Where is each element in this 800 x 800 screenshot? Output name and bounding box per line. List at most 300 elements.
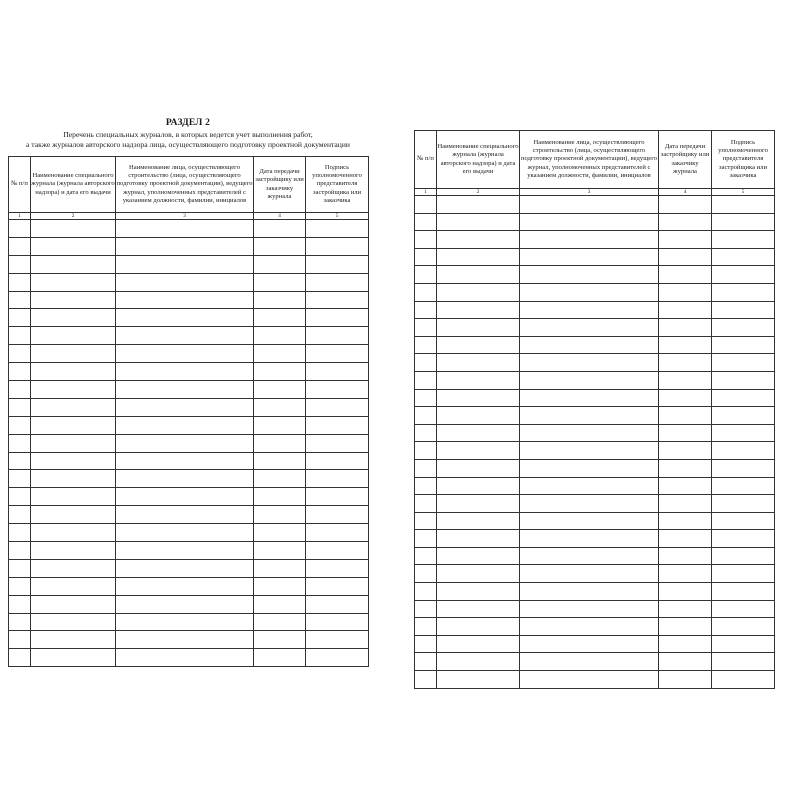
table-cell xyxy=(31,434,116,452)
table-row xyxy=(415,196,775,214)
table-cell xyxy=(254,237,306,255)
table-row xyxy=(9,434,369,452)
table-cell xyxy=(116,345,254,363)
table-cell xyxy=(254,595,306,613)
table-cell xyxy=(520,424,659,442)
table-row xyxy=(415,442,775,460)
table-cell xyxy=(31,273,116,291)
table-row xyxy=(9,488,369,506)
table-cell xyxy=(659,301,712,319)
header-cell-responsible-person: Наименование лица, осуществляющего строительство (лица, осуществляющего подготовку проектной документации), ведущего журнал, уполномоченных представителей с указанием должности, фамилии, инициалов xyxy=(116,157,254,213)
header-cell-journal-name: Наименование специального журнала (журнала авторского надзора) и дата его выдачи xyxy=(31,157,116,213)
table-cell xyxy=(712,319,775,337)
column-numbers-row xyxy=(415,189,775,196)
table-cell xyxy=(31,381,116,399)
table-row xyxy=(9,542,369,560)
table-cell xyxy=(254,524,306,542)
table-row xyxy=(9,559,369,577)
table-cell xyxy=(659,442,712,460)
table-row xyxy=(415,424,775,442)
table-row xyxy=(9,345,369,363)
table-cell xyxy=(437,635,520,653)
table-cell xyxy=(415,231,437,249)
table-cell xyxy=(9,631,31,649)
table-row xyxy=(415,565,775,583)
table-cell xyxy=(437,196,520,214)
table-cell xyxy=(306,237,369,255)
table-cell xyxy=(520,196,659,214)
table-row xyxy=(415,653,775,671)
table-cell xyxy=(712,231,775,249)
table-cell xyxy=(306,273,369,291)
table-cell xyxy=(9,327,31,345)
header-cell-responsible-person: Наименование лица, осуществляющего строительство (лица, осуществляющего подготовку проектной документации), ведущего журнал, уполномоченных представителей с указанием должности, фамилии, инициалов xyxy=(520,131,659,189)
table-row xyxy=(415,477,775,495)
table-cell xyxy=(437,671,520,689)
table-row xyxy=(415,283,775,301)
table-cell xyxy=(415,547,437,565)
table-cell xyxy=(31,291,116,309)
table-cell xyxy=(415,319,437,337)
table-cell xyxy=(31,506,116,524)
table-cell xyxy=(31,559,116,577)
table-cell xyxy=(254,363,306,381)
table-header-row xyxy=(415,131,775,189)
table-cell xyxy=(9,488,31,506)
table-cell xyxy=(306,542,369,560)
table-cell xyxy=(437,371,520,389)
table-row xyxy=(415,354,775,372)
table-row xyxy=(415,618,775,636)
table-cell xyxy=(712,583,775,601)
table-cell xyxy=(116,416,254,434)
table-row xyxy=(9,649,369,667)
table-cell xyxy=(116,220,254,238)
table-cell xyxy=(116,363,254,381)
table-cell xyxy=(520,512,659,530)
table-cell xyxy=(415,653,437,671)
table-cell xyxy=(116,559,254,577)
column-number: 4 xyxy=(659,189,712,196)
table-row xyxy=(9,381,369,399)
table-cell xyxy=(31,577,116,595)
table-cell xyxy=(712,635,775,653)
table-cell xyxy=(116,577,254,595)
table-cell xyxy=(659,459,712,477)
table-cell xyxy=(415,671,437,689)
page-right xyxy=(414,130,774,668)
table-row xyxy=(9,452,369,470)
table-cell xyxy=(437,301,520,319)
table-cell xyxy=(9,577,31,595)
column-number: 2 xyxy=(437,189,520,196)
table-cell xyxy=(712,442,775,460)
table-row xyxy=(9,577,369,595)
table-cell xyxy=(659,671,712,689)
table-row xyxy=(9,237,369,255)
table-cell xyxy=(415,583,437,601)
table-cell xyxy=(31,220,116,238)
table-cell xyxy=(712,301,775,319)
table-cell xyxy=(520,248,659,266)
table-cell xyxy=(415,301,437,319)
table-cell xyxy=(712,407,775,425)
table-cell xyxy=(415,424,437,442)
table-cell xyxy=(306,398,369,416)
column-numbers-row xyxy=(9,213,369,220)
table-row xyxy=(9,631,369,649)
table-cell xyxy=(116,649,254,667)
table-cell xyxy=(254,416,306,434)
table-cell xyxy=(437,283,520,301)
table-cell xyxy=(415,266,437,284)
table-cell xyxy=(9,291,31,309)
table-cell xyxy=(9,398,31,416)
table-row xyxy=(415,389,775,407)
table-row xyxy=(415,600,775,618)
table-cell xyxy=(437,389,520,407)
table-cell xyxy=(254,398,306,416)
column-number: 1 xyxy=(9,213,31,220)
header-cell-transfer-date: Дата передачи застройщику или заказчику журнала xyxy=(254,157,306,213)
header-cell-signature: Подпись уполномоченного представителя застройщика или заказчика xyxy=(306,157,369,213)
table-cell xyxy=(31,649,116,667)
table-cell xyxy=(659,477,712,495)
table-cell xyxy=(712,336,775,354)
table-cell xyxy=(9,416,31,434)
table-cell xyxy=(659,512,712,530)
table-cell xyxy=(306,488,369,506)
table-cell xyxy=(437,459,520,477)
table-cell xyxy=(437,319,520,337)
table-cell xyxy=(254,273,306,291)
table-cell xyxy=(437,266,520,284)
table-cell xyxy=(254,649,306,667)
table-row xyxy=(9,255,369,273)
table-cell xyxy=(437,407,520,425)
header-cell-transfer-date: Дата передачи застройщику или заказчику журнала xyxy=(659,131,712,189)
table-cell xyxy=(520,442,659,460)
table-cell xyxy=(520,547,659,565)
table-cell xyxy=(306,255,369,273)
table-cell xyxy=(437,354,520,372)
table-row xyxy=(9,363,369,381)
table-cell xyxy=(415,477,437,495)
table-cell xyxy=(659,231,712,249)
table-cell xyxy=(31,237,116,255)
column-number: 5 xyxy=(306,213,369,220)
table-cell xyxy=(306,327,369,345)
table-cell xyxy=(437,213,520,231)
table-cell xyxy=(437,477,520,495)
table-cell xyxy=(520,583,659,601)
table-cell xyxy=(306,470,369,488)
table-cell xyxy=(9,524,31,542)
table-row xyxy=(9,327,369,345)
header-cell-number: № п/п xyxy=(9,157,31,213)
column-number: 4 xyxy=(254,213,306,220)
column-number: 3 xyxy=(116,213,254,220)
column-number: 2 xyxy=(31,213,116,220)
table-cell xyxy=(415,512,437,530)
column-number: 3 xyxy=(520,189,659,196)
table-cell xyxy=(437,512,520,530)
table-cell xyxy=(306,381,369,399)
table-cell xyxy=(9,470,31,488)
table-cell xyxy=(9,559,31,577)
table-row xyxy=(9,506,369,524)
table-cell xyxy=(31,542,116,560)
table-row xyxy=(9,291,369,309)
table-cell xyxy=(415,635,437,653)
table-row xyxy=(415,231,775,249)
table-cell xyxy=(712,248,775,266)
table-cell xyxy=(659,283,712,301)
table-row xyxy=(415,459,775,477)
table-cell xyxy=(306,559,369,577)
table-cell xyxy=(415,336,437,354)
table-cell xyxy=(116,524,254,542)
table-cell xyxy=(437,442,520,460)
table-cell xyxy=(31,345,116,363)
table-cell xyxy=(116,381,254,399)
table-cell xyxy=(659,389,712,407)
table-cell xyxy=(712,283,775,301)
table-row xyxy=(415,371,775,389)
page-left xyxy=(8,118,368,653)
table-cell xyxy=(306,631,369,649)
table-cell xyxy=(9,452,31,470)
table-cell xyxy=(9,255,31,273)
table-cell xyxy=(116,542,254,560)
table-cell xyxy=(520,565,659,583)
section-description-line-1: Перечень специальных журналов, в которых ведется учет выполнения работ, xyxy=(63,130,313,139)
table-cell xyxy=(31,488,116,506)
header-cell-number: № п/п xyxy=(415,131,437,189)
table-cell xyxy=(659,354,712,372)
table-cell xyxy=(520,653,659,671)
table-cell xyxy=(306,452,369,470)
table-cell xyxy=(31,327,116,345)
table-cell xyxy=(254,309,306,327)
table-cell xyxy=(254,434,306,452)
table-row xyxy=(415,213,775,231)
table-cell xyxy=(712,424,775,442)
table-cell xyxy=(31,470,116,488)
table-cell xyxy=(415,442,437,460)
table-cell xyxy=(116,488,254,506)
table-row xyxy=(415,319,775,337)
table-cell xyxy=(712,389,775,407)
table-cell xyxy=(116,595,254,613)
column-number: 5 xyxy=(712,189,775,196)
table-cell xyxy=(712,196,775,214)
table-cell xyxy=(520,371,659,389)
table-cell xyxy=(520,301,659,319)
table-cell xyxy=(520,354,659,372)
table-cell xyxy=(520,213,659,231)
table-cell xyxy=(437,495,520,513)
table-cell xyxy=(415,213,437,231)
table-cell xyxy=(9,220,31,238)
table-cell xyxy=(659,618,712,636)
section-title: РАЗДЕЛ 2 xyxy=(165,118,211,128)
table-cell xyxy=(306,506,369,524)
table-row xyxy=(9,524,369,542)
table-cell xyxy=(712,371,775,389)
table-row xyxy=(415,495,775,513)
table-cell xyxy=(520,336,659,354)
table-cell xyxy=(9,381,31,399)
journals-table-right xyxy=(414,130,775,689)
table-row xyxy=(415,336,775,354)
table-cell xyxy=(306,577,369,595)
table-row xyxy=(9,613,369,631)
table-cell xyxy=(306,220,369,238)
table-cell xyxy=(659,495,712,513)
table-cell xyxy=(116,237,254,255)
table-cell xyxy=(437,336,520,354)
table-row xyxy=(415,266,775,284)
table-cell xyxy=(520,389,659,407)
table-cell xyxy=(712,547,775,565)
table-cell xyxy=(659,635,712,653)
table-cell xyxy=(712,565,775,583)
table-cell xyxy=(306,416,369,434)
table-cell xyxy=(116,506,254,524)
table-cell xyxy=(659,424,712,442)
table-cell xyxy=(116,631,254,649)
table-cell xyxy=(520,635,659,653)
table-cell xyxy=(31,595,116,613)
table-cell xyxy=(31,309,116,327)
table-cell xyxy=(415,407,437,425)
table-cell xyxy=(415,354,437,372)
table-cell xyxy=(437,231,520,249)
table-cell xyxy=(659,336,712,354)
table-row xyxy=(415,635,775,653)
table-cell xyxy=(31,524,116,542)
journals-table-left xyxy=(8,156,369,667)
table-cell xyxy=(306,345,369,363)
table-cell xyxy=(659,213,712,231)
table-cell xyxy=(712,266,775,284)
table-cell xyxy=(659,583,712,601)
table-cell xyxy=(9,595,31,613)
table-row xyxy=(9,470,369,488)
table-cell xyxy=(254,488,306,506)
table-cell xyxy=(415,495,437,513)
table-row xyxy=(415,301,775,319)
table-cell xyxy=(520,495,659,513)
table-cell xyxy=(31,631,116,649)
table-cell xyxy=(254,631,306,649)
table-cell xyxy=(712,459,775,477)
table-cell xyxy=(254,452,306,470)
table-cell xyxy=(254,470,306,488)
table-cell xyxy=(306,363,369,381)
table-row xyxy=(9,416,369,434)
table-cell xyxy=(415,530,437,548)
table-cell xyxy=(437,565,520,583)
table-cell xyxy=(31,255,116,273)
table-cell xyxy=(116,309,254,327)
table-cell xyxy=(306,613,369,631)
table-cell xyxy=(306,434,369,452)
table-cell xyxy=(520,459,659,477)
table-cell xyxy=(116,291,254,309)
table-cell xyxy=(437,600,520,618)
table-cell xyxy=(437,583,520,601)
table-cell xyxy=(520,477,659,495)
table-cell xyxy=(254,613,306,631)
table-cell xyxy=(31,363,116,381)
table-cell xyxy=(659,565,712,583)
table-cell xyxy=(712,354,775,372)
table-cell xyxy=(437,424,520,442)
table-cell xyxy=(306,309,369,327)
table-cell xyxy=(659,319,712,337)
table-cell xyxy=(659,266,712,284)
table-cell xyxy=(116,434,254,452)
table-cell xyxy=(415,248,437,266)
table-cell xyxy=(306,524,369,542)
table-cell xyxy=(437,618,520,636)
table-cell xyxy=(415,389,437,407)
table-row xyxy=(415,407,775,425)
table-cell xyxy=(659,530,712,548)
table-row xyxy=(9,220,369,238)
table-row xyxy=(415,530,775,548)
table-cell xyxy=(415,565,437,583)
table-cell xyxy=(712,618,775,636)
table-cell xyxy=(9,613,31,631)
table-cell xyxy=(520,319,659,337)
table-cell xyxy=(254,381,306,399)
table-cell xyxy=(712,213,775,231)
table-row xyxy=(415,671,775,689)
table-cell xyxy=(116,273,254,291)
table-cell xyxy=(659,547,712,565)
header-cell-journal-name: Наименование специального журнала (журнала авторского надзора) и дата его выдачи xyxy=(437,131,520,189)
table-cell xyxy=(659,371,712,389)
table-row xyxy=(9,398,369,416)
table-cell xyxy=(9,345,31,363)
table-cell xyxy=(520,600,659,618)
table-cell xyxy=(659,407,712,425)
table-row xyxy=(9,309,369,327)
table-cell xyxy=(254,542,306,560)
table-cell xyxy=(520,266,659,284)
table-cell xyxy=(712,600,775,618)
table-row xyxy=(415,583,775,601)
table-cell xyxy=(712,477,775,495)
table-cell xyxy=(415,600,437,618)
table-cell xyxy=(254,327,306,345)
table-cell xyxy=(9,542,31,560)
table-cell xyxy=(659,196,712,214)
table-cell xyxy=(520,618,659,636)
table-cell xyxy=(254,577,306,595)
table-header-row xyxy=(9,157,369,213)
table-cell xyxy=(712,530,775,548)
table-cell xyxy=(254,255,306,273)
table-cell xyxy=(116,327,254,345)
table-row xyxy=(9,595,369,613)
table-cell xyxy=(437,547,520,565)
table-row xyxy=(9,273,369,291)
table-cell xyxy=(659,248,712,266)
